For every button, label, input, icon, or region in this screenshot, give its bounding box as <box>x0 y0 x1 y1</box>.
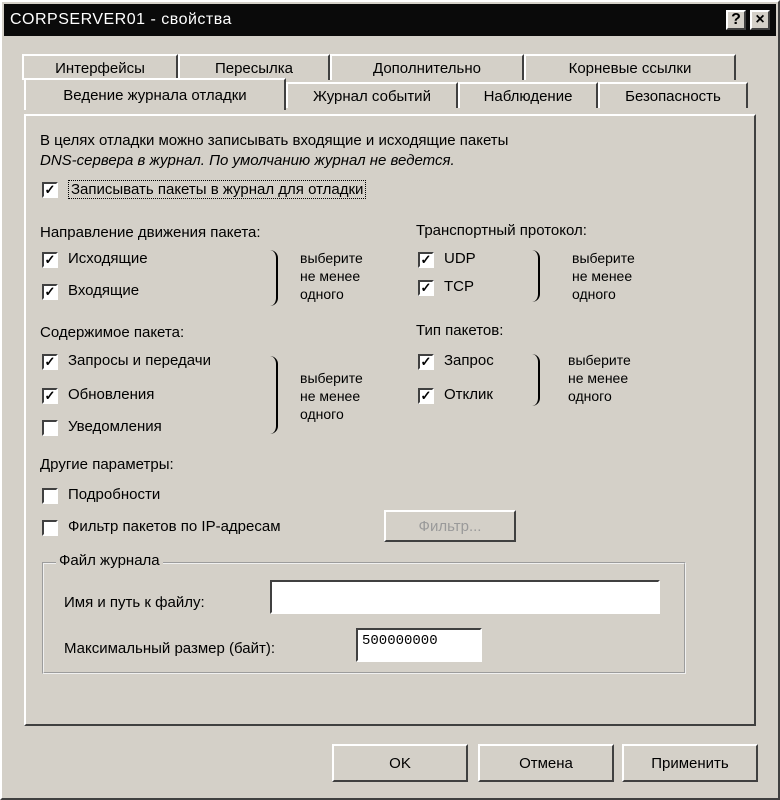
queries-transfers-label[interactable]: Запросы и передачи <box>68 352 211 369</box>
tab-security[interactable]: Безопасность <box>598 82 748 108</box>
response-checkbox[interactable] <box>418 388 434 404</box>
incoming-checkbox[interactable] <box>42 284 58 300</box>
tcp-label[interactable] <box>444 278 474 295</box>
content-hint-1: выберите <box>300 370 363 386</box>
check-mark-icon: ✓ <box>44 284 56 299</box>
intro-line-2: DNS-сервера в журнал. По умолчанию журнал не ведется. <box>40 152 455 169</box>
tab-forwarders[interactable]: Пересылка <box>178 54 330 80</box>
packet-type-hint-1: выберите <box>568 352 631 368</box>
other-title: Другие параметры: <box>40 456 174 473</box>
direction-hint-1: выберите <box>300 250 363 266</box>
details-checkbox[interactable] <box>42 488 58 504</box>
updates-checkbox[interactable] <box>42 388 58 404</box>
incoming-label[interactable]: Входящие <box>68 282 140 299</box>
transport-hint-2: не менее <box>572 268 633 284</box>
tcp-checkbox[interactable] <box>418 280 434 296</box>
intro-line-1: В целях отладки можно записывать входящие и исходящие пакеты <box>40 132 509 149</box>
ip-filter-label[interactable]: Фильтр пакетов по IP-адресам <box>68 518 281 535</box>
max-size-label: Максимальный размер (байт): <box>64 640 276 657</box>
check-mark-icon: ✓ <box>44 354 56 369</box>
tab-row-back <box>22 54 736 80</box>
transport-hint-3: одного <box>572 286 616 302</box>
tab-row-front <box>24 82 748 110</box>
check-mark-icon: ✓ <box>44 182 56 197</box>
tcp-label-text: TCP <box>444 278 474 295</box>
apply-button[interactable]: Применить <box>622 744 758 782</box>
title-bar <box>4 4 776 36</box>
tab-root-hints[interactable]: Корневые ссылки <box>524 54 736 80</box>
queries-transfers-checkbox[interactable] <box>42 354 58 370</box>
check-mark-icon: ✓ <box>420 280 432 295</box>
check-mark-icon: ✓ <box>420 354 432 369</box>
tab-interfaces[interactable]: Интерфейсы <box>22 54 178 80</box>
details-label[interactable]: Подробности <box>68 486 161 503</box>
content-hint-3: одного <box>300 406 344 422</box>
check-mark-icon: ✓ <box>420 252 432 267</box>
tab-monitoring[interactable]: Наблюдение <box>458 82 598 108</box>
udp-checkbox[interactable] <box>418 252 434 268</box>
tab-debug-logging[interactable]: Ведение журнала отладки <box>24 78 286 110</box>
file-path-input[interactable] <box>270 580 660 614</box>
log-packets-label[interactable]: Записывать пакеты в журнал для отладки <box>68 180 366 199</box>
direction-brace <box>268 250 278 306</box>
udp-label-text: UDP <box>444 250 476 267</box>
tab-advanced[interactable]: Дополнительно <box>330 54 524 80</box>
ip-filter-checkbox[interactable] <box>42 520 58 536</box>
request-label[interactable]: Запрос <box>444 352 494 369</box>
max-size-input[interactable]: 500000000 <box>356 628 482 662</box>
transport-brace <box>530 250 540 302</box>
transport-hint-1: выберите <box>572 250 635 266</box>
packet-type-title: Тип пакетов: <box>416 322 504 339</box>
packet-type-hint-2: не менее <box>568 370 629 386</box>
direction-title: Направление движения пакета: <box>40 224 261 241</box>
log-packets-checkbox[interactable] <box>42 182 58 198</box>
check-mark-icon: ✓ <box>44 388 56 403</box>
notifications-label[interactable]: Уведомления <box>68 418 162 435</box>
help-button[interactable]: ? <box>726 10 746 30</box>
packet-type-brace <box>530 354 540 406</box>
request-checkbox[interactable] <box>418 354 434 370</box>
transport-title: Транспортный протокол: <box>416 222 587 239</box>
content-title: Содержимое пакета: <box>40 324 185 341</box>
debug-logging-panel <box>24 114 756 726</box>
content-brace <box>268 356 278 434</box>
tab-event-logging[interactable]: Журнал событий <box>286 82 458 108</box>
file-path-label: Имя и путь к файлу: <box>64 594 205 611</box>
close-button[interactable]: × <box>750 10 770 30</box>
outgoing-checkbox[interactable] <box>42 252 58 268</box>
content-hint-2: не менее <box>300 388 361 404</box>
direction-hint-2: не менее <box>300 268 361 284</box>
response-label[interactable]: Отклик <box>444 386 493 403</box>
check-mark-icon: ✓ <box>420 388 432 403</box>
check-mark-icon: ✓ <box>44 252 56 267</box>
packet-type-hint-3: одного <box>568 388 612 404</box>
log-file-group-title: Файл журнала <box>56 552 163 569</box>
cancel-button[interactable]: Отмена <box>478 744 614 782</box>
notifications-checkbox[interactable] <box>42 420 58 436</box>
window-title: CORPSERVER01 - свойства <box>10 11 232 28</box>
udp-label[interactable] <box>444 250 476 267</box>
filter-button[interactable]: Фильтр... <box>384 510 516 542</box>
ok-button[interactable]: OK <box>332 744 468 782</box>
outgoing-label[interactable]: Исходящие <box>68 250 148 267</box>
updates-label[interactable]: Обновления <box>68 386 155 403</box>
direction-hint-3: одного <box>300 286 344 302</box>
